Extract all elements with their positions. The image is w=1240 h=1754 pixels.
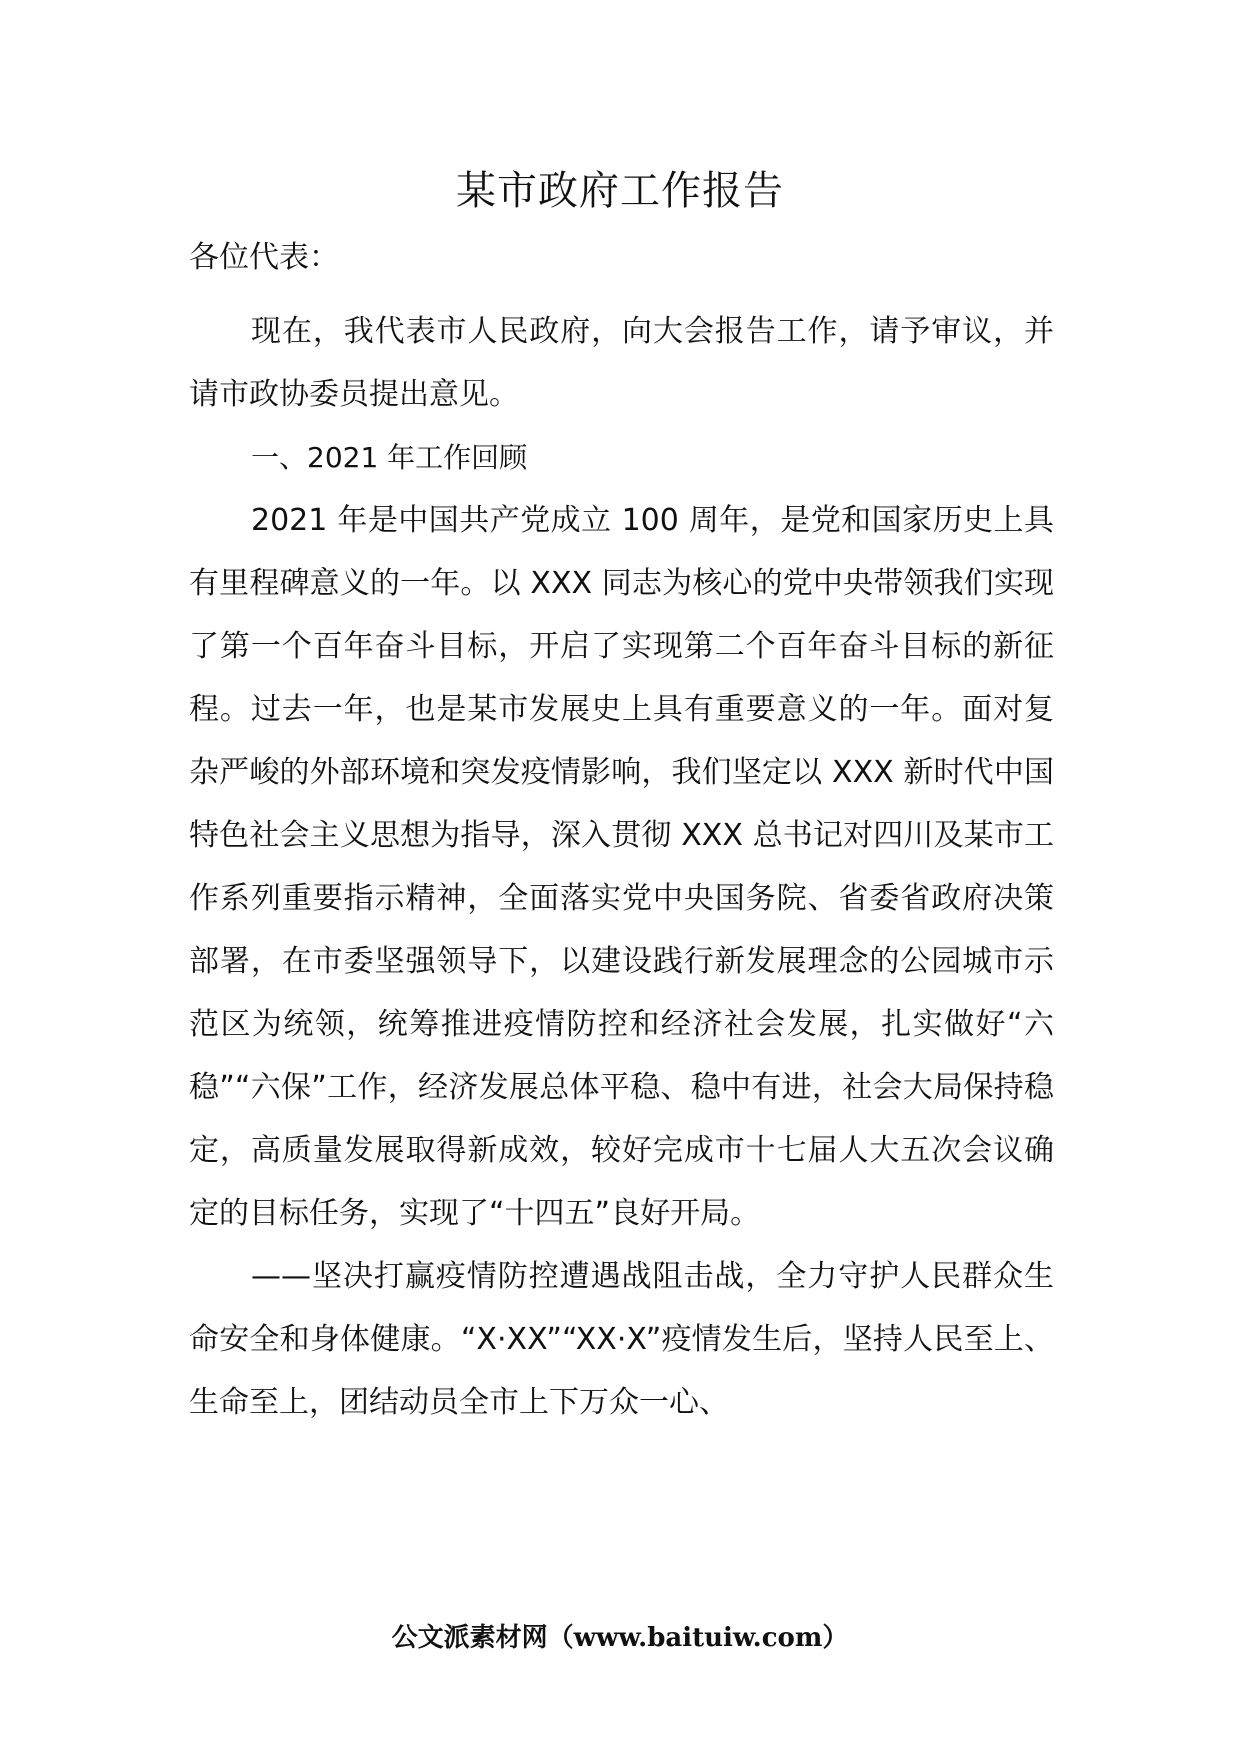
paragraph-intro: 现在，我代表市人民政府，向大会报告工作，请予审议，并请市政协委员提出意见。 (189, 314, 1054, 412)
section-heading: 一、2021 年工作回顾 (251, 441, 528, 474)
document-title: 某市政府工作报告 (456, 168, 784, 214)
document-body (189, 300, 1054, 1434)
watermark-footer: 公文派素材网（www.baituiw.com） (391, 1623, 849, 1653)
paragraph-epidemic: ——坚决打赢疫情防控遭遇战阻击战，全力守护人民群众生命安全和身体健康。“X·XX”“XX·X”疫情发生后，坚持人民至上、生命至上，团结动员全市上下万众一心、 (189, 1259, 1054, 1420)
paragraph-review: 2021 年是中国共产党成立 100 周年，是党和国家历史上具有里程碑意义的一年。以 XXX 同志为核心的党中央带领我们实现了第一个百年奋斗目标，开启了实现第二个百年奋斗目标的新征程。过去一年，也是某市发展史上具有重要意义的一年。面对复杂严峻的外部环境和突发疫情影响，我们坚定以 XXX 新时代中国特色社会主义思想为指导，深入贯彻 XXX 总书记对四川及某市工作系列重要指示精神，全面落实党中央国务院、省委省政府决策部署，在市委坚强领导下，以建设践行新发展理念的公园城市示范区为统领，统筹推进疫情防控和经济社会发展，扎实做好“六稳”“六保”工作，经济发展总体平稳、稳中有进，社会大局保持稳定，高质量发展取得新成效，较好完成市十七届人大五次会议确定的目标任务，实现了“十四五”良好开局。 (189, 503, 1054, 1231)
salutation: 各位代表： (189, 240, 339, 275)
